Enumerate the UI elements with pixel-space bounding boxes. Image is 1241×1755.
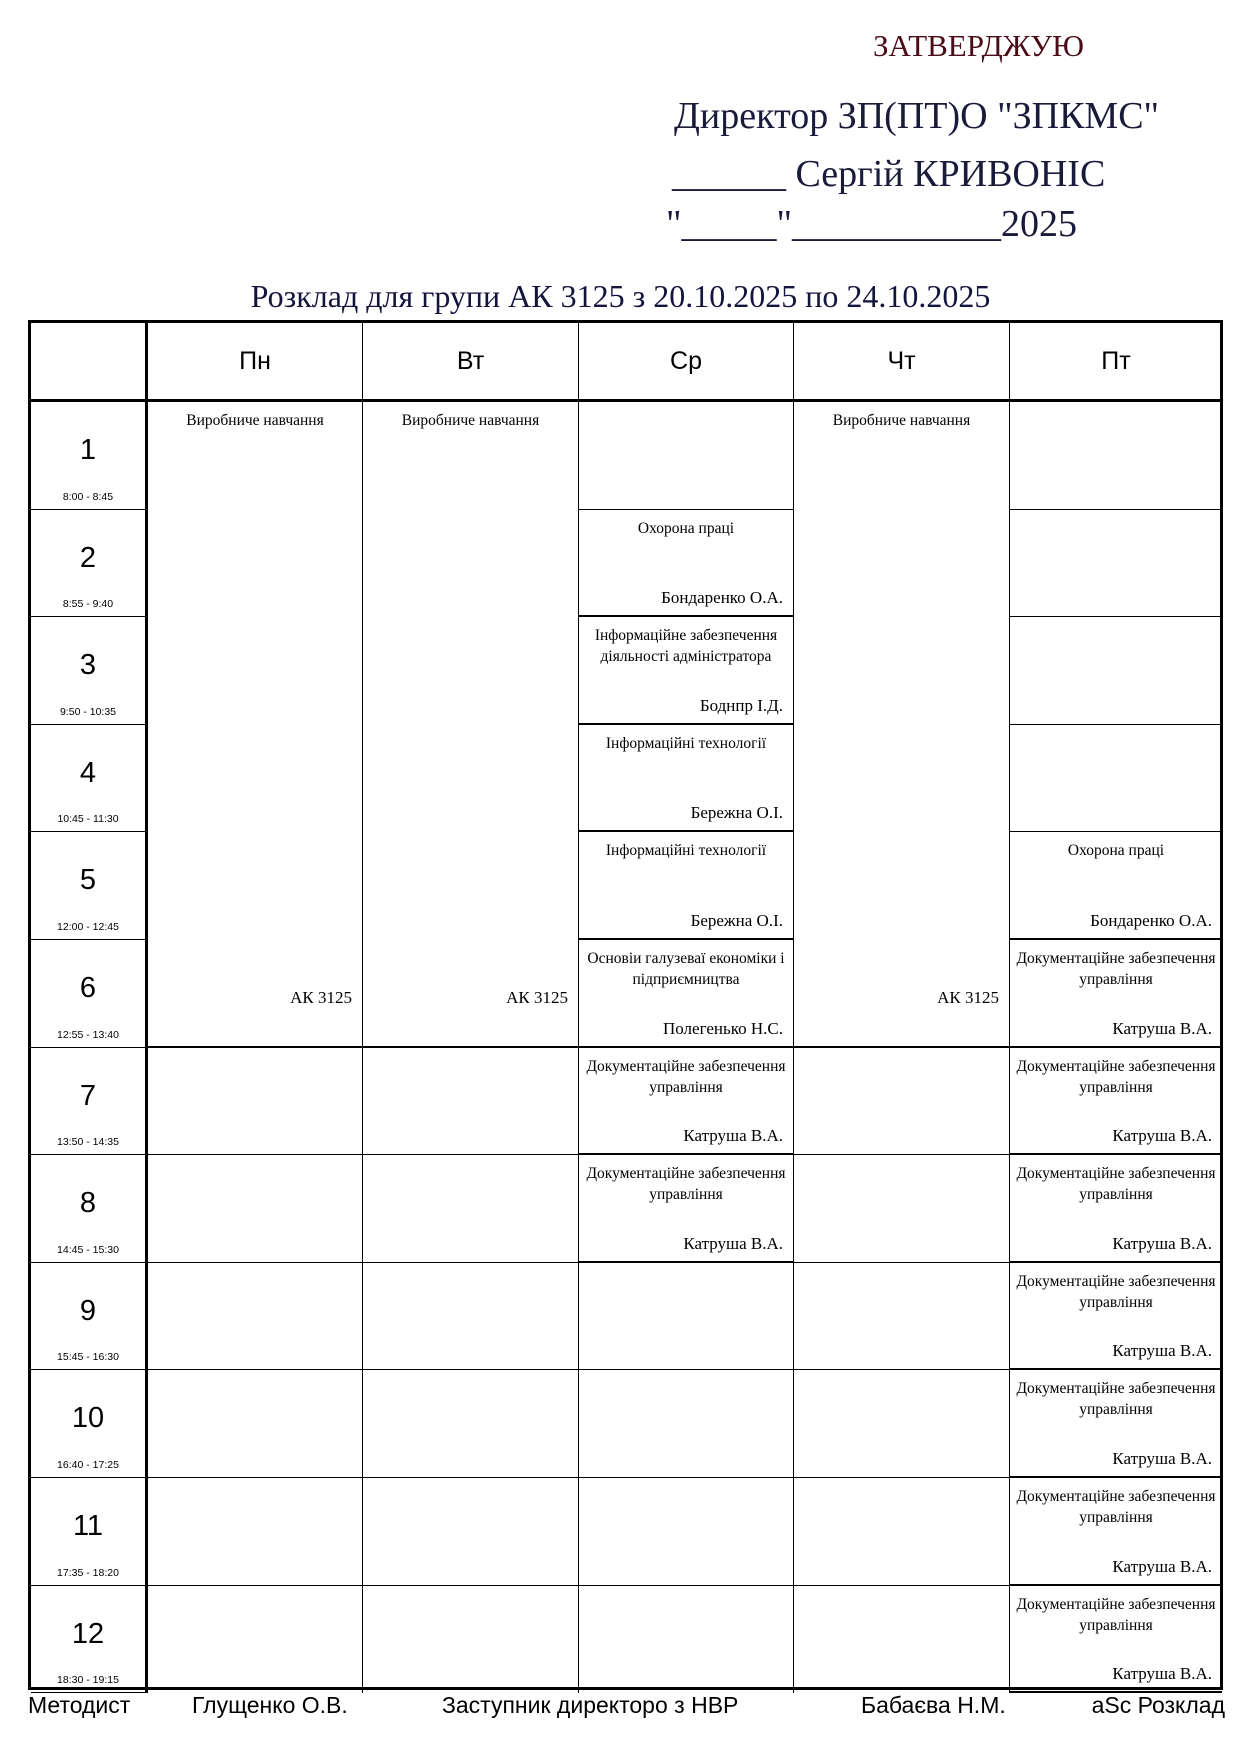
- lesson-group: АК 3125: [506, 987, 568, 1007]
- period-number: 3: [79, 649, 97, 682]
- lesson-teacher: Катруша В.А.: [1112, 1664, 1212, 1684]
- lesson-cell[interactable]: [363, 402, 579, 1048]
- deputy-name: Бабаєва Н.М.: [861, 1692, 1006, 1718]
- lesson-cell[interactable]: [579, 725, 794, 833]
- period-time: 13:50 - 14:35: [57, 1136, 119, 1149]
- empty-slot[interactable]: [363, 1370, 579, 1478]
- period-label: [31, 1586, 148, 1694]
- period-time: 18:30 - 19:15: [57, 1674, 119, 1687]
- lesson-cell[interactable]: [1010, 1370, 1222, 1478]
- day-header: Пн: [148, 323, 363, 402]
- empty-slot[interactable]: [1010, 725, 1222, 833]
- lesson-subject: Охорона праці: [1067, 842, 1165, 860]
- lesson-teacher: Бережна О.І.: [690, 803, 783, 823]
- period-number: 12: [71, 1617, 105, 1650]
- lesson-cell[interactable]: [1010, 1586, 1222, 1694]
- lesson-cell[interactable]: [1010, 1155, 1222, 1263]
- period-label: [31, 1370, 148, 1478]
- lesson-teacher: Полегенько Н.С.: [663, 1018, 783, 1038]
- lesson-subject: Інформаційні технології: [605, 734, 767, 752]
- lesson-teacher: Бондаренко О.А.: [661, 588, 783, 608]
- lesson-subject: Основіи галузеваї економіки і підприємництва: [587, 950, 785, 988]
- period-number: 8: [79, 1187, 97, 1220]
- lesson-teacher: Бережна О.І.: [690, 910, 783, 930]
- empty-slot[interactable]: [1010, 402, 1222, 510]
- lesson-teacher: Бондаренко О.А.: [1090, 910, 1212, 930]
- empty-slot[interactable]: [363, 1478, 579, 1586]
- lesson-subject: Документаційне забезпечення управління: [1016, 1488, 1216, 1526]
- lesson-subject: Виробниче навчання: [832, 412, 971, 429]
- period-number: 1: [79, 434, 97, 466]
- period-time: 8:00 - 8:45: [62, 490, 114, 503]
- lesson-group: АК 3125: [290, 987, 352, 1007]
- day-header: Чт: [794, 323, 1010, 402]
- director-signature-line: ______ Сергій КРИВОНІС: [672, 153, 1106, 195]
- software-credit: aSc Розклад: [1091, 1692, 1225, 1718]
- lesson-subject: Документаційне забезпечення управління: [1016, 1165, 1216, 1204]
- lesson-cell[interactable]: [579, 617, 794, 725]
- lesson-teacher: Катруша В.А.: [1112, 1341, 1212, 1361]
- lesson-subject: Документаційне забезпечення управління: [1016, 950, 1216, 988]
- period-number: 5: [79, 864, 97, 897]
- lesson-subject: Документаційне забезпечення управління: [1016, 1057, 1216, 1096]
- day-header: Ср: [579, 323, 794, 402]
- day-header: Пт: [1010, 323, 1222, 402]
- deputy-label: Заступник директоро з НВР: [442, 1692, 739, 1718]
- lesson-cell[interactable]: [148, 402, 363, 1048]
- lesson-cell[interactable]: [1010, 832, 1222, 940]
- schedule-table: [28, 320, 1223, 1690]
- period-time: 12:00 - 12:45: [57, 920, 119, 933]
- lesson-subject: Документаційне забезпечення управління: [1016, 1272, 1216, 1311]
- empty-slot[interactable]: [148, 1263, 363, 1371]
- lesson-cell[interactable]: [579, 510, 794, 618]
- page-title: Розклад для групи АК 3125 з 20.10.2025 по 24.10.2025: [250, 278, 991, 314]
- lesson-subject: Документаційне забезпечення управління: [1016, 1380, 1216, 1419]
- period-time: 15:45 - 16:30: [57, 1351, 119, 1364]
- period-label: [31, 1155, 148, 1263]
- period-time: 16:40 - 17:25: [57, 1458, 119, 1471]
- footer: [28, 1692, 1225, 1720]
- empty-slot[interactable]: [1010, 510, 1222, 618]
- empty-slot[interactable]: [148, 1370, 363, 1478]
- empty-slot[interactable]: [363, 1586, 579, 1694]
- lesson-group: АК 3125: [937, 987, 999, 1007]
- day-header: Вт: [363, 323, 579, 402]
- lesson-cell[interactable]: [579, 832, 794, 940]
- corner-header: [31, 323, 148, 402]
- lesson-cell[interactable]: [1010, 1478, 1222, 1586]
- lesson-subject: Документаційне забезпечення управління: [586, 1165, 786, 1204]
- methodist-label: Методист: [28, 1692, 131, 1718]
- empty-slot[interactable]: [794, 1155, 1010, 1263]
- lesson-subject: Інформаційні технології: [605, 842, 767, 860]
- empty-slot[interactable]: [579, 1586, 794, 1694]
- lesson-subject: Документаційне забезпечення управління: [1016, 1595, 1216, 1634]
- lesson-subject: Охорона праці: [637, 519, 735, 537]
- lesson-cell[interactable]: [794, 402, 1010, 1048]
- period-time: 12:55 - 13:40: [57, 1028, 119, 1041]
- lesson-subject: Виробниче навчання: [401, 412, 540, 429]
- period-time: 10:45 - 11:30: [57, 813, 119, 826]
- period-label: [31, 510, 148, 618]
- empty-slot[interactable]: [794, 1586, 1010, 1694]
- period-number: 11: [72, 1510, 104, 1542]
- lesson-teacher: Катруша В.А.: [1112, 1448, 1212, 1468]
- period-label: [31, 617, 148, 725]
- period-number: 4: [79, 756, 97, 789]
- empty-slot[interactable]: [794, 1370, 1010, 1478]
- approval-stamp: ЗАТВЕРДЖУЮ: [873, 28, 1084, 63]
- empty-slot[interactable]: [363, 1155, 579, 1263]
- empty-slot[interactable]: [363, 1263, 579, 1371]
- lesson-cell[interactable]: [579, 940, 794, 1048]
- period-time: 17:35 - 18:20: [57, 1566, 119, 1579]
- empty-slot[interactable]: [794, 1263, 1010, 1371]
- methodist-name: Глущенко О.В.: [192, 1692, 348, 1718]
- period-label: [31, 940, 148, 1048]
- empty-slot[interactable]: [148, 1155, 363, 1263]
- period-label: [31, 1048, 148, 1156]
- period-label: [31, 402, 148, 510]
- empty-slot[interactable]: [579, 1263, 794, 1371]
- lesson-cell[interactable]: [579, 1155, 794, 1263]
- lesson-subject: Виробниче навчання: [186, 412, 324, 429]
- lesson-cell[interactable]: [1010, 1048, 1222, 1156]
- period-number: 7: [79, 1079, 97, 1112]
- lesson-teacher: Катруша В.А.: [1112, 1126, 1212, 1146]
- period-number: 2: [79, 541, 97, 574]
- period-time: 9:50 - 10:35: [59, 705, 117, 718]
- lesson-cell[interactable]: [579, 1048, 794, 1156]
- lesson-subject: Інформаційне забезпечення діяльності адміністратора: [594, 627, 778, 666]
- period-time: 8:55 - 9:40: [62, 598, 114, 611]
- lesson-cell[interactable]: [1010, 1263, 1222, 1371]
- period-number: 10: [71, 1402, 105, 1435]
- empty-slot[interactable]: [1010, 617, 1222, 725]
- director-title: Директор ЗП(ПТ)О "ЗПКМС": [674, 95, 1160, 137]
- lesson-teacher: Боднпр І.Д.: [699, 695, 783, 715]
- period-label: [31, 832, 148, 940]
- lesson-teacher: Катруша В.А.: [1112, 1233, 1212, 1253]
- lesson-cell[interactable]: [1010, 940, 1222, 1048]
- approval-date-line: "_____"___________2025: [666, 203, 1078, 245]
- empty-slot[interactable]: [794, 1478, 1010, 1586]
- lesson-teacher: Катруша В.А.: [683, 1233, 783, 1253]
- lesson-teacher: Катруша В.А.: [1112, 1556, 1212, 1576]
- empty-slot[interactable]: [363, 1048, 579, 1156]
- period-time: 14:45 - 15:30: [57, 1243, 119, 1256]
- period-label: [31, 1478, 148, 1586]
- lesson-teacher: Катруша В.А.: [1112, 1018, 1212, 1038]
- empty-slot[interactable]: [148, 1478, 363, 1586]
- period-label: [31, 1263, 148, 1371]
- empty-slot[interactable]: [794, 1048, 1010, 1156]
- empty-slot[interactable]: [148, 1586, 363, 1694]
- period-label: [31, 725, 148, 833]
- empty-slot[interactable]: [579, 1370, 794, 1478]
- lesson-teacher: Катруша В.А.: [683, 1126, 783, 1146]
- period-number: 9: [79, 1294, 97, 1327]
- lesson-subject: Документаційне забезпечення управління: [586, 1057, 786, 1096]
- empty-slot[interactable]: [579, 1478, 794, 1586]
- empty-slot[interactable]: [579, 402, 794, 510]
- empty-slot[interactable]: [148, 1048, 363, 1156]
- period-number: 6: [79, 972, 97, 1004]
